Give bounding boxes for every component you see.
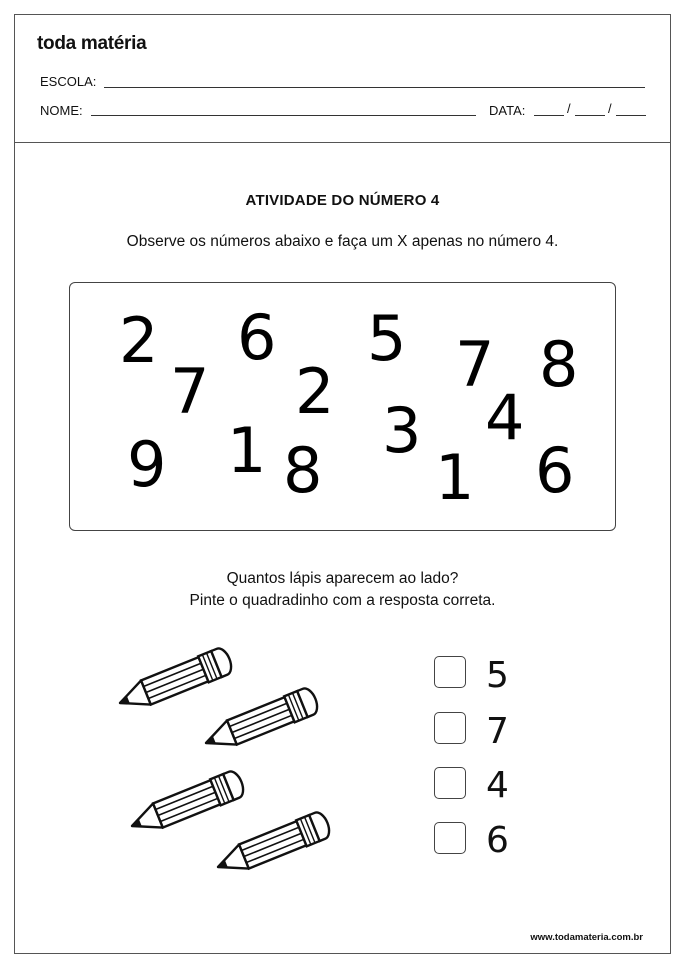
name-label: NOME: [40, 103, 83, 118]
activity-instruction: Observe os números abaixo e faça um X apenas no número 4. [126, 233, 559, 250]
number-item[interactable]: 8 [283, 434, 323, 507]
number-item[interactable]: 6 [237, 301, 277, 374]
date-month-field[interactable] [575, 115, 605, 116]
school-label: ESCOLA: [40, 74, 97, 89]
number-item[interactable]: 4 [485, 381, 525, 454]
answer-label: 7 [486, 711, 509, 752]
number-item[interactable]: 2 [295, 355, 335, 428]
answer-checkbox-4[interactable] [434, 767, 466, 799]
pencil-icon [115, 646, 235, 716]
answer-label: 6 [486, 820, 509, 861]
answer-checkbox-6[interactable] [434, 822, 466, 854]
number-item[interactable]: 7 [170, 355, 210, 428]
number-item[interactable]: 6 [535, 434, 575, 507]
header-divider [14, 142, 671, 143]
number-item[interactable]: 3 [382, 394, 422, 467]
pencil-icon [201, 686, 321, 756]
date-year-field[interactable] [616, 115, 646, 116]
number-item[interactable]: 1 [227, 414, 267, 487]
answer-label: 4 [486, 765, 509, 806]
number-item[interactable]: 1 [435, 441, 475, 514]
date-label: DATA: [489, 103, 526, 118]
date-day-field[interactable] [534, 115, 564, 116]
date-separator: / [567, 101, 571, 116]
answer-label: 5 [486, 655, 509, 696]
date-separator: / [608, 101, 612, 116]
answer-checkbox-5[interactable] [434, 656, 466, 688]
counting-question: Quantos lápis aparecem ao lado? [226, 570, 459, 587]
counting-instruction: Pinte o quadradinho com a resposta correta. [189, 592, 496, 609]
number-item[interactable]: 7 [455, 328, 495, 401]
numbers-box [69, 282, 616, 531]
number-item[interactable]: 9 [127, 428, 167, 501]
pencils-illustration [110, 645, 350, 885]
pencil-icon [213, 810, 333, 880]
school-field[interactable] [104, 87, 645, 88]
number-item[interactable]: 5 [367, 302, 407, 375]
name-field[interactable] [91, 115, 476, 116]
pencil-icon [127, 769, 247, 839]
activity-title: ATIVIDADE DO NÚMERO 4 [245, 192, 440, 209]
website-footer: www.todamateria.com.br [530, 932, 643, 943]
number-item[interactable]: 8 [539, 328, 579, 401]
number-item[interactable]: 2 [119, 304, 159, 377]
brand-logo: toda matéria [37, 33, 147, 54]
answer-checkbox-7[interactable] [434, 712, 466, 744]
